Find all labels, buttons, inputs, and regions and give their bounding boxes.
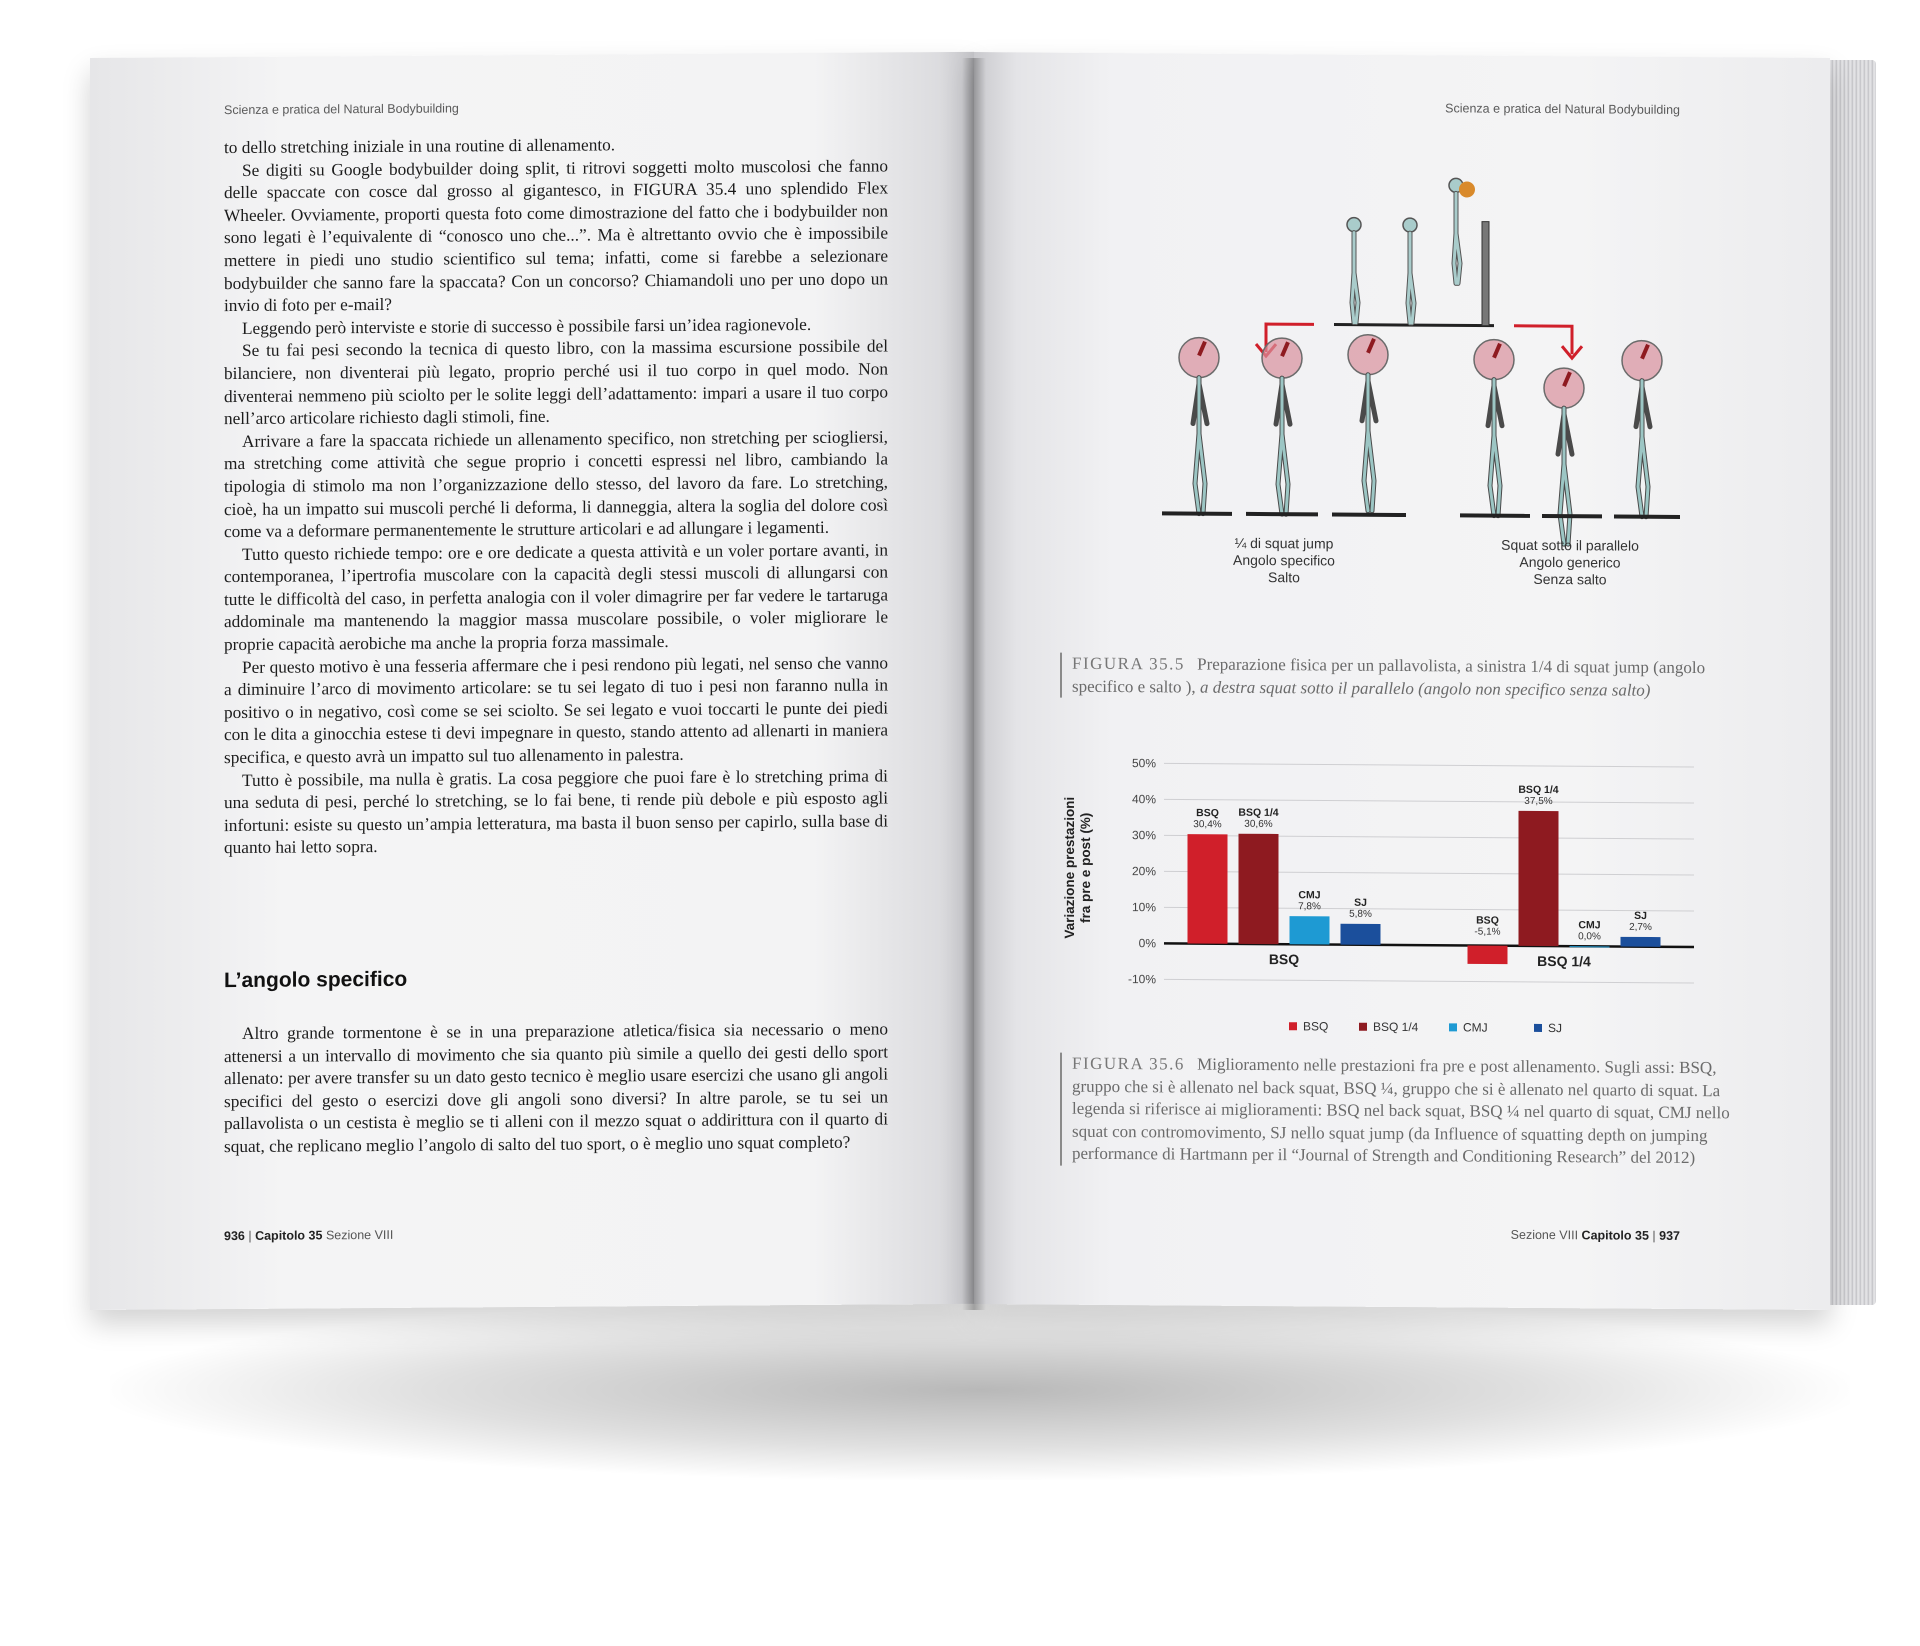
bar: [1621, 937, 1661, 947]
paragraph: Arrivare a fare la spaccata richiede un allenamento specifico, non stretching per sciogliersi, ma stretching come attività che segue proprio i concetti espressi nel libro, cambiando la tipologia di stimolo ma non l’organizzazione dello stesso, del lavoro da fare. Lo stretching, cioè, ha un impatto sui muscoli perché li deforma, li danneggia, altera la soglia del dolore così come va a deformare permanentemente le strutture articolari e ad allungare i legamenti.: [224, 427, 888, 542]
paragraph: to dello stretching iniziale in una routine di allenamento.: [224, 135, 616, 158]
bar-series-label: SJ: [1634, 909, 1647, 923]
y-tick-label: 20%: [1131, 864, 1156, 879]
chart-legend: [1289, 1019, 1562, 1035]
bar: [1239, 834, 1279, 944]
bar-value-label: 30,6%: [1244, 818, 1273, 830]
paragraph: Per questo motivo è una fesseria affermare che i pesi rendono più legati, nel senso che vanno a diminuire l’arco di movimento articolare: se tu sei legato di tuo i pesi non faranno nulla in positivo o in negativo, così come se sei sciolto. Se sei legato e vuoi toccarti le punte dei piedi con le dita a ginocchia estese ti devi impegnare in questo, stando attento ad allenarti in maniera specifica, e questo avrà un impatto sul tuo allenamento in palestra.: [224, 653, 888, 768]
category-label: BSQ: [1268, 951, 1300, 968]
folio-separator: |: [248, 1228, 256, 1243]
squat-illustration: [1074, 123, 1724, 648]
folio-chapter: Capitolo 35: [255, 1228, 323, 1243]
bar-value-label: -5,1%: [1474, 926, 1501, 938]
bar-series-label: BSQ: [1196, 807, 1219, 820]
bar-series-label: CMJ: [1298, 889, 1321, 902]
illustration-label: Salto: [1268, 569, 1300, 586]
section-body: [224, 1018, 888, 1158]
legend-swatch: [1359, 1023, 1367, 1031]
y-axis-label-line-2: fra pre e post (%): [1078, 812, 1093, 923]
illustration-label: ¼ di squat jump: [1234, 534, 1334, 552]
left-page: [90, 52, 974, 1310]
folio-chapter: Capitolo 35: [1581, 1228, 1649, 1243]
gridline: [1164, 799, 1694, 803]
y-tick-label: 10%: [1131, 900, 1156, 915]
caption-text: Miglioramento nelle prestazioni fra pre e post allenamento. Sugli assi: BSQ, gruppo che si è allenato nel back squat, BSQ ¼, gruppo che si è allenato nel quarto di squat. La legenda si riferisce ai miglioramenti: BSQ nel back squat, BSQ ¼ nel quarto di squat, CMJ nello squat con contromovimento, SJ nello squat jump (da Influence of squatting depth on jumping performance di Hartmann per il “Journal of Strength and Conditioning Research” del 2012): [1072, 1054, 1730, 1168]
chart-bars: [1188, 782, 1661, 970]
legend-swatch: [1534, 1024, 1542, 1032]
page-number: 937: [1659, 1228, 1680, 1243]
caption-text: Preparazione fisica per un pallavolista, a sinistra 1/4 di squat jump (angolo specifico e salto ),: [1072, 654, 1706, 697]
bar: [1188, 834, 1228, 944]
category-label: BSQ 1/4: [1537, 952, 1591, 970]
figure-label: FIGURA 35.6: [1072, 1053, 1185, 1074]
illustration-label: Angolo generico: [1519, 553, 1621, 571]
paragraph: Tutto questo richiede tempo: ore e ore dedicate a questa attività e un voler portare avanti, in contemporanea, l’ipertrofia muscolare con la capacità degli stessi muscoli di allungarsi con tutte le difficoltà del caso, in perfetta analogia con il voler dimagrire per far vedere le tartaruga addominale ma mantenendo la maggior massa muscolare possibile, o voler migliorare le proprie capacità aerobiche ma anche la propria forza massimale.: [224, 540, 888, 655]
paragraph: Altro grande tormentone è se in una preparazione atletica/fisica sia necessario o meno attenersi a un intervallo di movimento che sia quanto più simile a quello dei gesti dello sport allenato: per avere transfer su un dato gesto tecnico è meglio usare esercizi che usano gli angoli specifici del gesto o esercizi dove gli angoli sono diversi? In altre parole, se tu sei un pallavolista o un cestista è meglio se ti alleni con il mezzo squat o addirittura con il quarto di squat, che replicano meglio l’angolo di salto del tuo sport, o è meglio uno squat completo?: [224, 1019, 888, 1157]
y-tick-label: 50%: [1131, 756, 1156, 771]
figure-label: FIGURA 35.5: [1072, 653, 1185, 674]
gridline: [1164, 763, 1694, 767]
book-spine: [962, 58, 986, 1310]
bar: [1290, 916, 1330, 944]
legend-label: BSQ: [1303, 1019, 1329, 1034]
legend-label: CMJ: [1463, 1020, 1488, 1035]
bar-series-label: BSQ 1/4: [1518, 783, 1559, 797]
bar: [1519, 811, 1559, 946]
figure-caption: [1060, 1053, 1736, 1171]
running-head-right: Scienza e pratica del Natural Bodybuilding: [1445, 101, 1680, 117]
bar-series-label: CMJ: [1578, 919, 1601, 932]
bar: [1341, 924, 1381, 945]
bar-value-label: 5,8%: [1349, 908, 1372, 920]
y-tick-label: 0%: [1138, 936, 1156, 951]
body-text: [224, 132, 888, 860]
legend-label: BSQ 1/4: [1373, 1019, 1419, 1035]
bar-value-label: 2,7%: [1629, 921, 1652, 934]
gridline: [1164, 979, 1694, 983]
folio-left: [224, 1228, 393, 1243]
paragraph: Se tu fai pesi secondo la tecnica di questo libro, con la massima escursione possibile del bilanciere, non diventerai più legato, proprio perché usi il tuo corpo in quel modo. Non diventerai nemmeno più sciolto per le solite leggi dell’adattamento: impari a usare il tuo corpo nell’arco articolare richiesto dagli stimoli, fine.: [224, 336, 888, 429]
paragraph: Se digiti su Google bodybuilder doing split, ti ritrovi soggetti molto muscolosi che fanno delle spaccate con cosce dal grosso al gigantesco, in FIGURA 35.4 uno splendido Flex Wheeler. Ovviamente, proporti questa foto come dimostrazione del fatto che i bodybuilder non sono legati è l’equivalente di “conosco uno che...”. Ma è altrettanto ovvio che è impossibile mettere in piedi uno studio scientifico sul tema; infatti, come si farebbe a selezionare bodybuilder che sanno fare la spaccata? Con un concorso? Chiamandoli uno per uno dopo un invio di foto per e-mail?: [224, 156, 888, 316]
legend-label: SJ: [1548, 1021, 1563, 1036]
folio-right: [1511, 1228, 1680, 1243]
illustration-label: Senza salto: [1533, 570, 1607, 588]
book-shadow: [110, 1300, 1850, 1480]
bar-value-label: 7,8%: [1298, 901, 1321, 913]
bar: [1468, 945, 1508, 964]
y-tick-label: 30%: [1131, 828, 1156, 843]
bar-chart: [1054, 743, 1714, 1048]
page-edges: [1828, 60, 1876, 1305]
running-head-left: Scienza e pratica del Natural Bodybuilding: [224, 101, 459, 118]
y-tick-label: 40%: [1131, 792, 1156, 807]
figure-caption: [1060, 653, 1736, 703]
section-title: L’angolo specifico: [224, 967, 408, 993]
y-tick-label: -10%: [1127, 972, 1156, 987]
page-number: 936: [224, 1228, 245, 1244]
paragraph: Tutto è possibile, ma nulla è gratis. La cosa peggiore che puoi fare è lo stretching prima di una seduta di pesi, perché lo stretching, se lo fai bene, ti rende più debole e più esposto agli infortuni: esiste su questo un’ampia letteratura, ma basta il buon senso per capirlo, sulla base di quanto hai letto sopra.: [224, 766, 888, 858]
bar-series-label: SJ: [1354, 896, 1367, 909]
paragraph: Leggendo però interviste e storie di successo è possibile farsi un’idea ragionevole.: [242, 314, 812, 338]
bar-value-label: 37,5%: [1524, 795, 1553, 808]
right-page: [974, 52, 1830, 1310]
bar-value-label: 0,0%: [1578, 931, 1601, 943]
chart-y-axis-label: [1062, 797, 1093, 939]
illustration-label: Squat sotto il parallelo: [1501, 536, 1639, 554]
folio-section: Sezione VIII: [325, 1227, 394, 1243]
legend-swatch: [1449, 1023, 1457, 1031]
legend-swatch: [1289, 1022, 1297, 1030]
folio-separator: |: [1652, 1228, 1660, 1243]
bar-value-label: 30,4%: [1193, 819, 1222, 831]
y-axis-label-line-1: Variazione prestazioni: [1062, 796, 1077, 939]
bar-series-label: BSQ: [1476, 914, 1499, 927]
bar-series-label: BSQ 1/4: [1238, 806, 1279, 819]
illustration-label: Angolo specifico: [1233, 551, 1335, 569]
folio-section: Sezione VIII: [1510, 1227, 1579, 1243]
caption-text-italic: a destra squat sotto il parallelo (angolo non specifico senza salto): [1199, 677, 1651, 700]
